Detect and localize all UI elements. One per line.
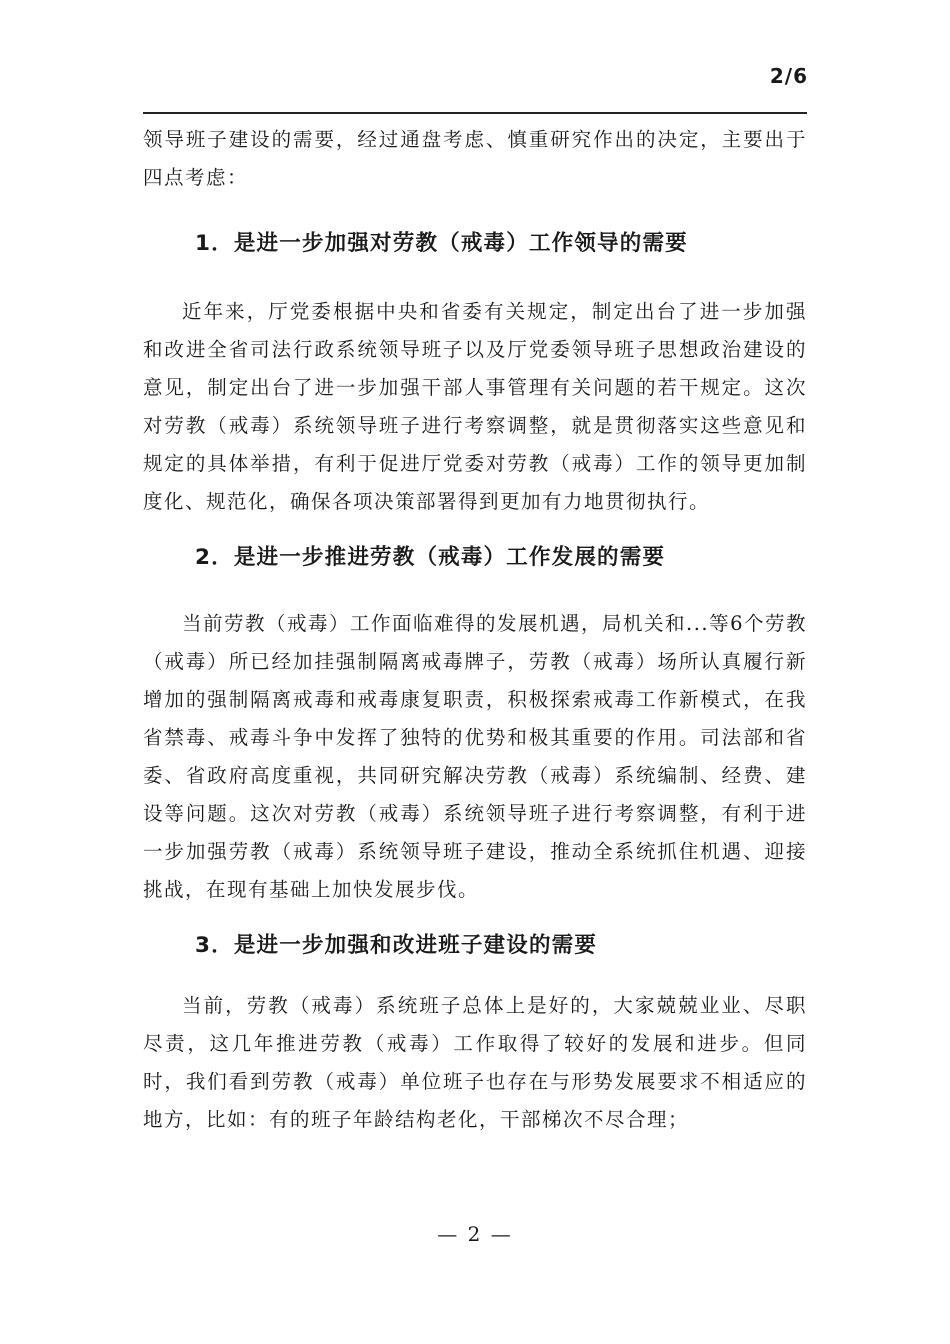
section-heading-1: 1．是进一步加强对劳教（戒毒）工作领导的需要 <box>195 231 688 256</box>
document-body <box>143 121 807 1139</box>
section-heading-3: 3．是进一步加强和改进班子建设的需要 <box>195 933 598 958</box>
section-paragraph-1: 近年来，厅党委根据中央和省委有关规定，制定出台了进一步加强和改进全省司法行政系统领导班子以及厅党委领导班子思想政治建设的意见，制定出台了进一步加强干部人事管理有关问题的若干规定。这次对劳教（戒毒）系统领导班子进行考察调整，就是贯彻落实这些意见和规定的具体举措，有利于促进厅党委对劳教（戒毒）工作的领导更加制度化、规范化，确保各项决策部署得到更加有力地贯彻执行。 <box>143 300 807 513</box>
page-indicator: 2/6 <box>769 64 808 88</box>
section-paragraph-2: 当前劳教（戒毒）工作面临难得的发展机遇，局机关和...等6个劳教（戒毒）所已经加挂强制隔离戒毒牌子，劳教（戒毒）场所认真履行新增加的强制隔离戒毒和戒毒康复职责，积极探索戒毒工作新模式，在我省禁毒、戒毒斗争中发挥了独特的优势和极其重要的作用。司法部和省委、省政府高度重视，共同研究解决劳教（戒毒）系统编制、经费、建设等问题。这次对劳教（戒毒）系统领导班子进行考察调整，有利于进一步加强劳教（戒毒）系统领导班子建设，推动全系统抓住机遇、迎接挑战，在现有基础上加快发展步伐。 <box>143 612 808 901</box>
lead-paragraph: 领导班子建设的需要，经过通盘考虑、慎重研究作出的决定，主要出于四点考虑： <box>143 128 807 189</box>
page-number-footer: — 2 — <box>437 1222 513 1246</box>
section-paragraph-3: 当前，劳教（戒毒）系统班子总体上是好的，大家兢兢业业、尽职尽责，这几年推进劳教（戒毒）工作取得了较好的发展和进步。但同时，我们看到劳教（戒毒）单位班子也存在与形势发展要求不相适应的地方，比如：有的班子年龄结构老化，干部梯次不尽合理； <box>143 994 807 1131</box>
header-divider <box>143 112 807 114</box>
section-heading-2: 2．是进一步推进劳教（戒毒）工作发展的需要 <box>195 545 666 570</box>
